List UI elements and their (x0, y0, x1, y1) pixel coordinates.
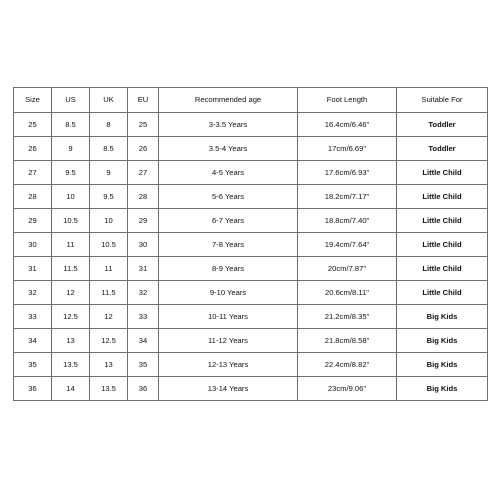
cell-suitable-for: Toddler (397, 137, 488, 161)
cell-foot-length: 22.4cm/8.82" (298, 353, 397, 377)
cell-size: 32 (14, 281, 52, 305)
cell-uk: 8.5 (90, 137, 128, 161)
cell-age: 11-12 Years (159, 329, 298, 353)
cell-size: 31 (14, 257, 52, 281)
cell-eu: 28 (128, 185, 159, 209)
cell-suitable-for: Little Child (397, 257, 488, 281)
table-header-row (14, 88, 488, 113)
table-row (14, 185, 488, 209)
table-row (14, 353, 488, 377)
cell-us: 11 (52, 233, 90, 257)
cell-uk: 10 (90, 209, 128, 233)
cell-foot-length: 21.2cm/8.35" (298, 305, 397, 329)
cell-eu: 33 (128, 305, 159, 329)
cell-uk: 13.5 (90, 377, 128, 401)
cell-uk: 12 (90, 305, 128, 329)
cell-foot-length: 21.8cm/8.58" (298, 329, 397, 353)
cell-us: 14 (52, 377, 90, 401)
cell-age: 4-5 Years (159, 161, 298, 185)
cell-us: 13 (52, 329, 90, 353)
cell-suitable-for: Little Child (397, 209, 488, 233)
cell-foot-length: 18.2cm/7.17" (298, 185, 397, 209)
table-row (14, 377, 488, 401)
cell-eu: 35 (128, 353, 159, 377)
cell-eu: 34 (128, 329, 159, 353)
cell-age: 6-7 Years (159, 209, 298, 233)
header-foot-length: Foot Length (298, 88, 397, 113)
cell-us: 13.5 (52, 353, 90, 377)
cell-eu: 30 (128, 233, 159, 257)
header-recommended-age: Recommended age (159, 88, 298, 113)
cell-eu: 29 (128, 209, 159, 233)
header-suitable-for: Suitable For (397, 88, 488, 113)
cell-size: 33 (14, 305, 52, 329)
table-row (14, 233, 488, 257)
cell-suitable-for: Big Kids (397, 329, 488, 353)
cell-foot-length: 20cm/7.87" (298, 257, 397, 281)
cell-suitable-for: Toddler (397, 113, 488, 137)
cell-suitable-for: Little Child (397, 185, 488, 209)
cell-foot-length: 23cm/9.06" (298, 377, 397, 401)
cell-suitable-for: Little Child (397, 281, 488, 305)
cell-age: 12-13 Years (159, 353, 298, 377)
cell-size: 34 (14, 329, 52, 353)
cell-us: 9.5 (52, 161, 90, 185)
table-row (14, 113, 488, 137)
cell-us: 11.5 (52, 257, 90, 281)
cell-age: 9-10 Years (159, 281, 298, 305)
cell-foot-length: 20.6cm/8.11" (298, 281, 397, 305)
cell-size: 35 (14, 353, 52, 377)
table-row (14, 281, 488, 305)
cell-eu: 32 (128, 281, 159, 305)
table-row (14, 209, 488, 233)
cell-size: 25 (14, 113, 52, 137)
cell-uk: 9 (90, 161, 128, 185)
cell-suitable-for: Little Child (397, 161, 488, 185)
cell-us: 12.5 (52, 305, 90, 329)
cell-uk: 8 (90, 113, 128, 137)
header-us: US (52, 88, 90, 113)
cell-size: 26 (14, 137, 52, 161)
table-row (14, 305, 488, 329)
cell-age: 8-9 Years (159, 257, 298, 281)
cell-uk: 9.5 (90, 185, 128, 209)
cell-age: 3-3.5 Years (159, 113, 298, 137)
cell-suitable-for: Little Child (397, 233, 488, 257)
cell-size: 30 (14, 233, 52, 257)
cell-age: 5-6 Years (159, 185, 298, 209)
cell-us: 9 (52, 137, 90, 161)
cell-age: 7-8 Years (159, 233, 298, 257)
cell-eu: 31 (128, 257, 159, 281)
cell-age: 10-11 Years (159, 305, 298, 329)
cell-us: 8.5 (52, 113, 90, 137)
table-row (14, 329, 488, 353)
cell-foot-length: 19.4cm/7.64" (298, 233, 397, 257)
cell-uk: 11.5 (90, 281, 128, 305)
cell-us: 12 (52, 281, 90, 305)
header-size: Size (14, 88, 52, 113)
cell-size: 27 (14, 161, 52, 185)
table-row (14, 161, 488, 185)
cell-size: 29 (14, 209, 52, 233)
size-chart-table (13, 87, 488, 401)
cell-size: 36 (14, 377, 52, 401)
table-row (14, 137, 488, 161)
header-uk: UK (90, 88, 128, 113)
cell-uk: 10.5 (90, 233, 128, 257)
cell-uk: 11 (90, 257, 128, 281)
cell-foot-length: 17cm/6.69" (298, 137, 397, 161)
cell-foot-length: 16.4cm/6.46" (298, 113, 397, 137)
header-eu: EU (128, 88, 159, 113)
cell-foot-length: 18.8cm/7.40" (298, 209, 397, 233)
cell-uk: 13 (90, 353, 128, 377)
cell-size: 28 (14, 185, 52, 209)
cell-uk: 12.5 (90, 329, 128, 353)
cell-eu: 36 (128, 377, 159, 401)
cell-us: 10 (52, 185, 90, 209)
cell-suitable-for: Big Kids (397, 353, 488, 377)
cell-eu: 27 (128, 161, 159, 185)
cell-suitable-for: Big Kids (397, 305, 488, 329)
cell-suitable-for: Big Kids (397, 377, 488, 401)
table-row (14, 257, 488, 281)
cell-foot-length: 17.6cm/6.93" (298, 161, 397, 185)
cell-eu: 26 (128, 137, 159, 161)
cell-age: 3.5-4 Years (159, 137, 298, 161)
cell-eu: 25 (128, 113, 159, 137)
cell-us: 10.5 (52, 209, 90, 233)
cell-age: 13-14 Years (159, 377, 298, 401)
